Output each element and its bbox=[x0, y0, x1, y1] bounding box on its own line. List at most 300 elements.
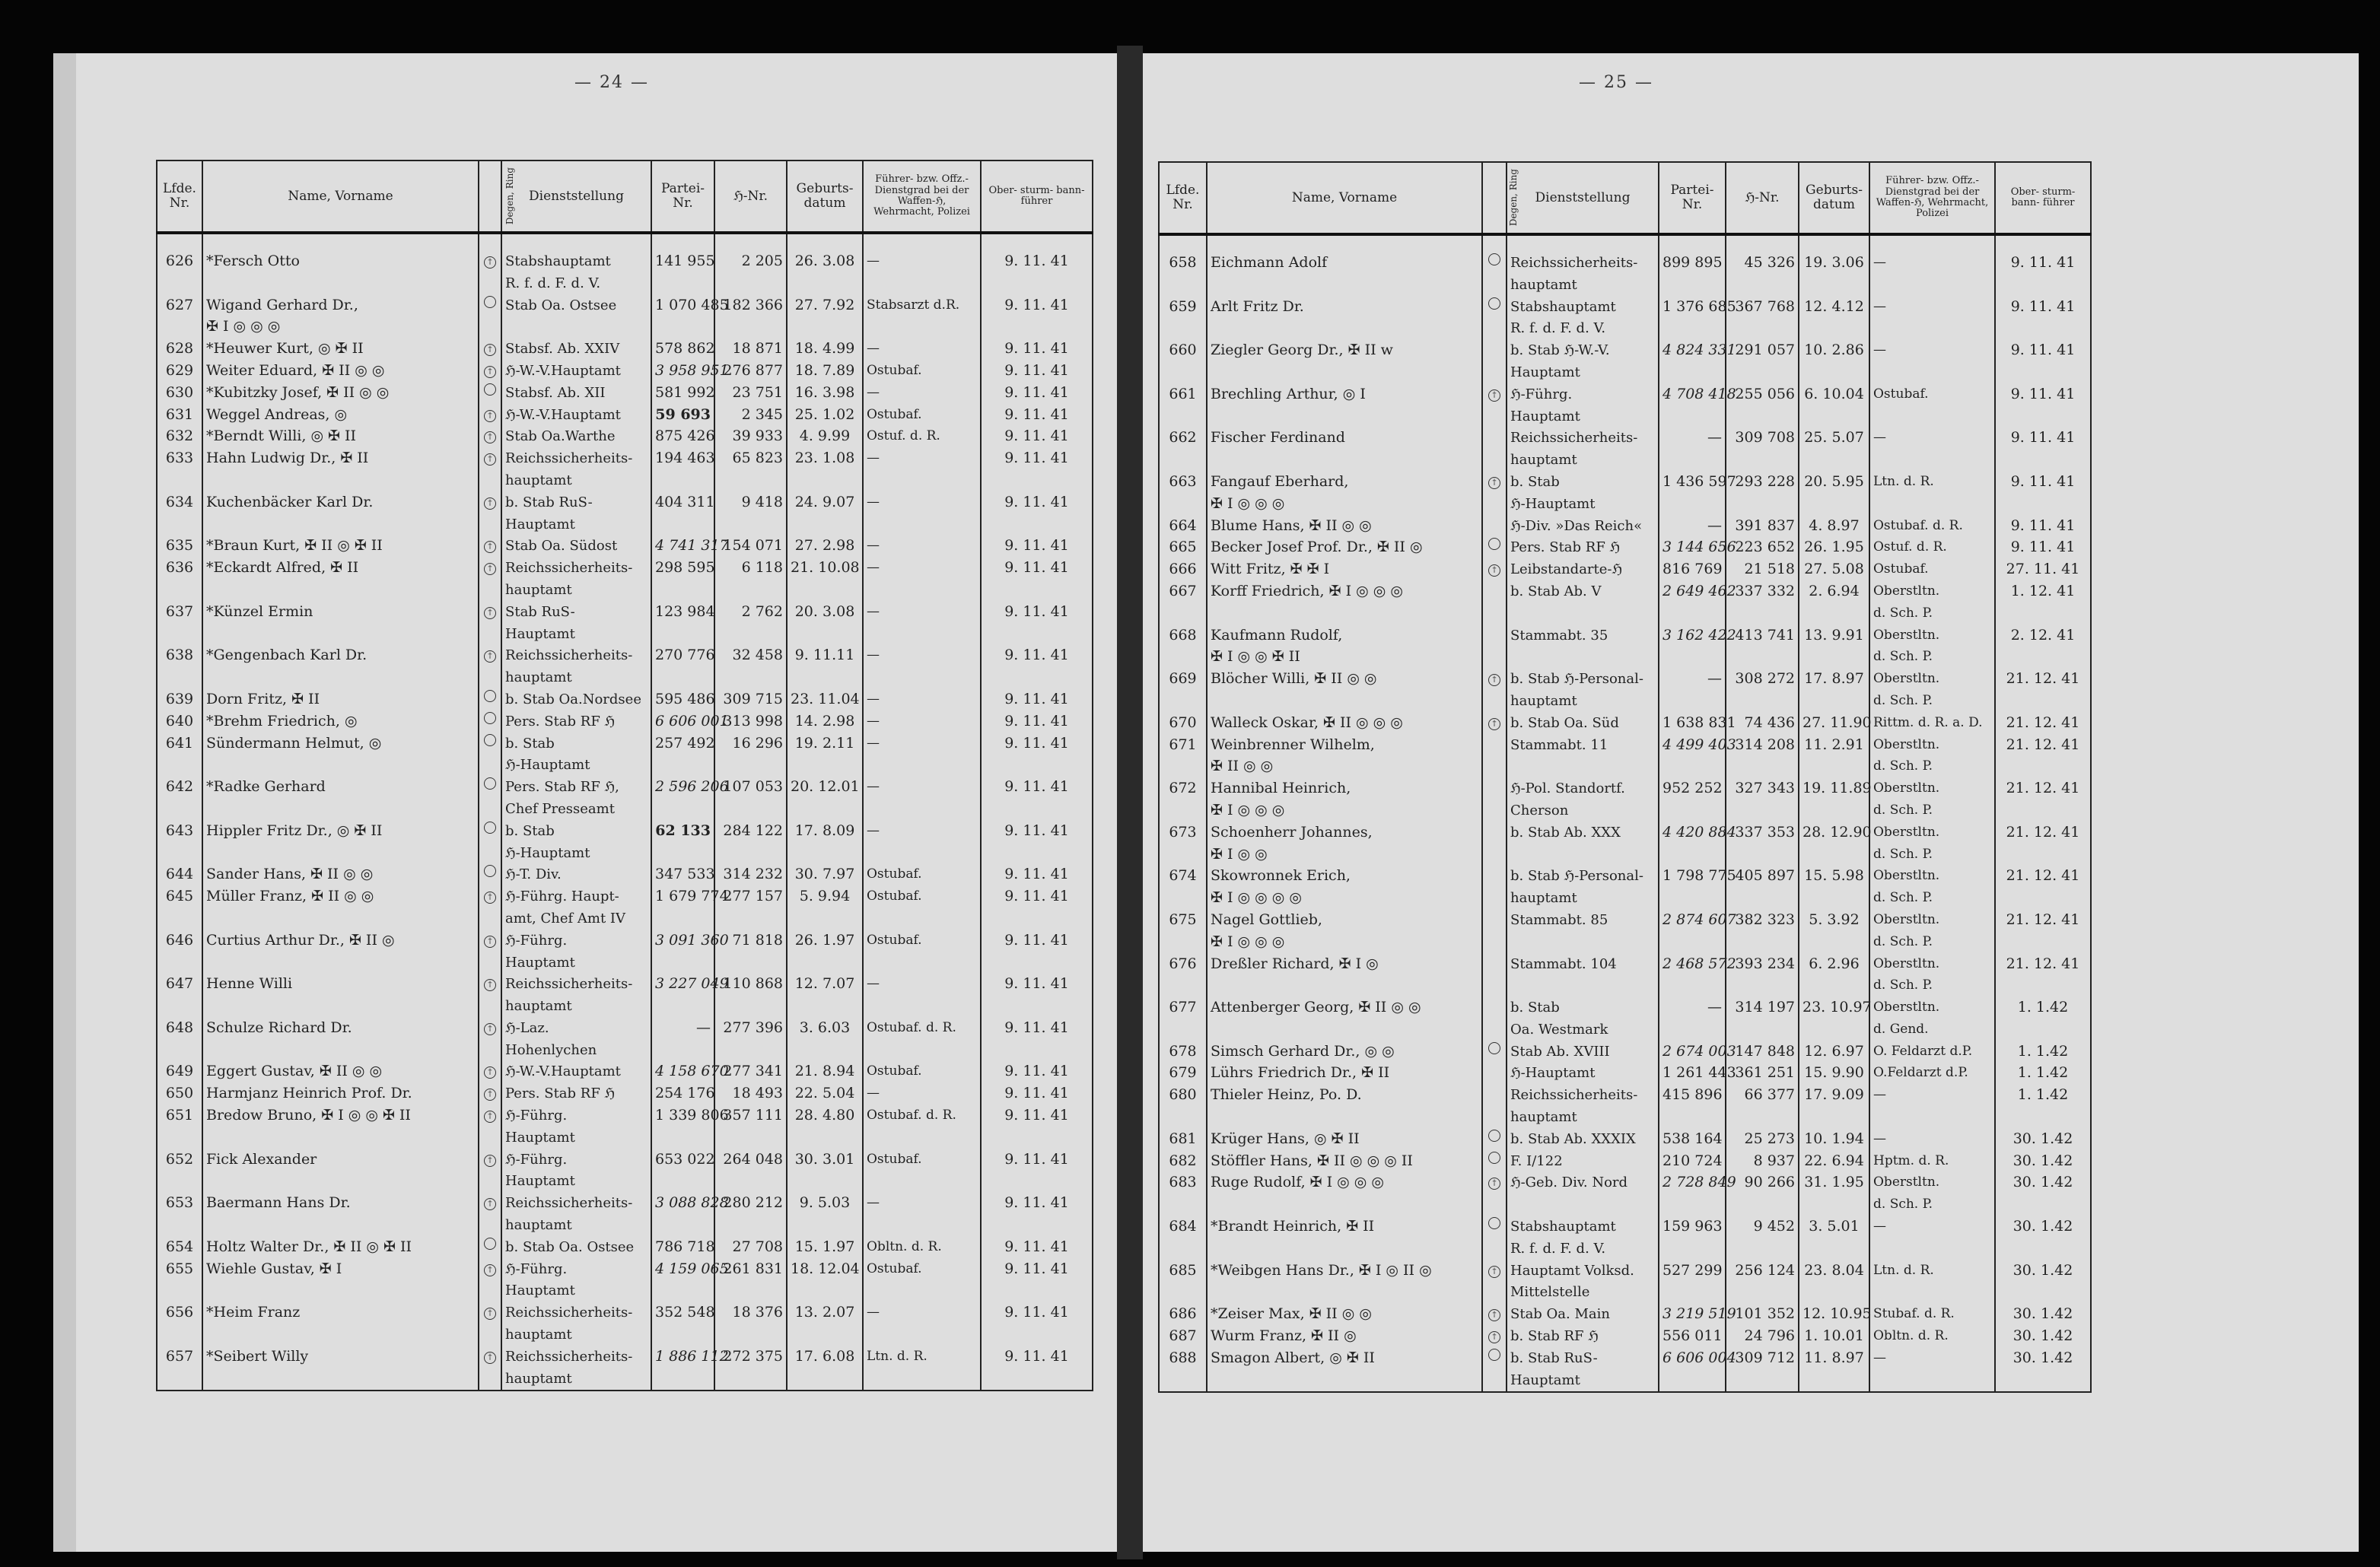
entry-ss-nr bbox=[714, 996, 787, 1018]
entry-obf-date bbox=[981, 580, 1093, 602]
entry-name bbox=[1207, 406, 1482, 428]
entry-dienstgrad: Oberstltn. bbox=[1869, 669, 1995, 691]
entry-name: Skowronnek Erich, bbox=[1207, 866, 1482, 888]
degen-icon: † bbox=[1488, 564, 1500, 577]
entry-obf-date bbox=[1995, 450, 2091, 472]
degen-ring-marker bbox=[1482, 1172, 1507, 1194]
table-row bbox=[1159, 406, 2091, 428]
entry-partei-nr bbox=[1659, 362, 1726, 384]
table-row bbox=[1159, 1370, 2091, 1393]
degen-icon: † bbox=[484, 344, 496, 356]
entry-ss-nr: 256 124 bbox=[1726, 1260, 1799, 1283]
entry-number bbox=[1159, 691, 1207, 713]
entry-dienstgrad: — bbox=[863, 1193, 981, 1215]
table-row bbox=[157, 864, 1093, 886]
entry-dienststellung: R. f. d. F. d. V. bbox=[501, 273, 651, 295]
entry-obf-date bbox=[981, 470, 1093, 492]
entry-geburtsdatum: 10. 2.86 bbox=[1799, 340, 1869, 362]
entry-dienstgrad bbox=[863, 1324, 981, 1346]
table-row bbox=[1159, 997, 2091, 1019]
entry-ss-nr bbox=[1726, 975, 1799, 997]
entry-ss-nr bbox=[714, 1127, 787, 1149]
register-table-left bbox=[156, 160, 1093, 1391]
entry-dienststellung: Hauptamt bbox=[501, 624, 651, 646]
entry-dienststellung: Stab Oa. Südost bbox=[501, 536, 651, 558]
degen-ring-marker bbox=[1482, 1348, 1507, 1370]
table-row bbox=[1159, 1304, 2091, 1326]
entry-dienststellung bbox=[1507, 975, 1659, 997]
degen-ring-marker bbox=[1482, 691, 1507, 713]
entry-dienststellung: hauptamt bbox=[1507, 450, 1659, 472]
entry-obf-date: 9. 11. 41 bbox=[981, 821, 1093, 843]
entry-geburtsdatum: 26. 1.95 bbox=[1799, 537, 1869, 559]
entry-number: 632 bbox=[157, 426, 202, 448]
entry-obf-date bbox=[1995, 494, 2091, 516]
degen-ring-marker bbox=[1482, 516, 1507, 538]
entry-obf-date: 9. 11. 41 bbox=[1995, 537, 2091, 559]
entry-dienststellung: ℌ-Laz. bbox=[501, 1018, 651, 1040]
entry-ss-nr bbox=[1726, 494, 1799, 516]
entry-obf-date: 9. 11. 41 bbox=[981, 448, 1093, 470]
header-lfde-nr: Lfde. Nr. bbox=[157, 161, 202, 233]
table-row bbox=[1159, 713, 2091, 735]
entry-ss-nr: 337 332 bbox=[1726, 581, 1799, 603]
header-geburtsdatum: Geburts- datum bbox=[1799, 162, 1869, 234]
entry-geburtsdatum: 23. 10.97 bbox=[1799, 997, 1869, 1019]
entry-dienstgrad: Rittm. d. R. a. D. bbox=[1869, 713, 1995, 735]
degen-ring-marker bbox=[479, 514, 501, 536]
entry-obf-date bbox=[1995, 932, 2091, 954]
entry-obf-date bbox=[1995, 318, 2091, 340]
entry-ss-nr: 313 998 bbox=[714, 711, 787, 733]
entry-dienststellung: R. f. d. F. d. V. bbox=[1507, 318, 1659, 340]
entry-number: 656 bbox=[157, 1302, 202, 1324]
degen-icon: † bbox=[1488, 1266, 1500, 1278]
entry-obf-date: 30. 1.42 bbox=[1995, 1304, 2091, 1326]
table-row bbox=[157, 1127, 1093, 1149]
entry-ss-nr: 90 266 bbox=[1726, 1172, 1799, 1194]
entry-dienststellung: b. Stab bbox=[1507, 997, 1659, 1019]
entry-partei-nr bbox=[651, 273, 714, 295]
degen-icon: † bbox=[484, 1023, 496, 1035]
degen-ring-marker bbox=[479, 1061, 501, 1083]
entry-geburtsdatum: 19. 3.06 bbox=[1799, 253, 1869, 275]
entry-ss-nr: 255 056 bbox=[1726, 384, 1799, 406]
entry-name: Nagel Gottlieb, bbox=[1207, 910, 1482, 932]
entry-name: Sander Hans, ✠ II ◎ ◎ bbox=[202, 864, 479, 886]
entry-partei-nr bbox=[1659, 494, 1726, 516]
entry-dienstgrad: Ostubaf. bbox=[1869, 559, 1995, 581]
entry-geburtsdatum: 26. 3.08 bbox=[787, 251, 863, 273]
entry-ss-nr: 367 768 bbox=[1726, 297, 1799, 319]
entry-dienstgrad: Ostubaf. bbox=[863, 361, 981, 383]
entry-partei-nr bbox=[1659, 800, 1726, 822]
entry-dienstgrad: — bbox=[863, 1083, 981, 1105]
entry-obf-date: 21. 12. 41 bbox=[1995, 735, 2091, 757]
entry-number: 661 bbox=[1159, 384, 1207, 406]
entry-geburtsdatum bbox=[787, 470, 863, 492]
entry-dienststellung: ℌ-Führg. bbox=[501, 930, 651, 952]
entry-dienstgrad: Hptm. d. R. bbox=[1869, 1151, 1995, 1173]
table-row bbox=[1159, 756, 2091, 778]
degen-ring-marker bbox=[479, 667, 501, 689]
entry-dienstgrad: Ostuf. d. R. bbox=[1869, 537, 1995, 559]
entry-dienststellung: hauptamt bbox=[501, 470, 651, 492]
entry-number bbox=[157, 667, 202, 689]
entry-geburtsdatum bbox=[787, 755, 863, 777]
degen-icon: † bbox=[484, 431, 496, 443]
entry-geburtsdatum bbox=[1799, 691, 1869, 713]
entry-geburtsdatum bbox=[1799, 1370, 1869, 1393]
entry-dienstgrad: — bbox=[863, 536, 981, 558]
table-row bbox=[1159, 1348, 2091, 1370]
entry-obf-date: 21. 12. 41 bbox=[1995, 778, 2091, 800]
entry-number bbox=[1159, 975, 1207, 997]
entry-dienstgrad bbox=[863, 996, 981, 1018]
entry-number: 670 bbox=[1159, 713, 1207, 735]
table-row bbox=[157, 1061, 1093, 1083]
entry-obf-date: 9. 11. 41 bbox=[981, 1105, 1093, 1127]
degen-ring-marker bbox=[479, 974, 501, 996]
entry-geburtsdatum bbox=[1799, 494, 1869, 516]
degen-icon: † bbox=[1488, 389, 1500, 402]
entry-name: Thieler Heinz, Po. D. bbox=[1207, 1085, 1482, 1107]
entry-dienstgrad bbox=[863, 667, 981, 689]
entry-dienststellung: ℌ-Pol. Standortf. bbox=[1507, 778, 1659, 800]
entry-number bbox=[1159, 275, 1207, 297]
degen-ring-marker bbox=[1482, 1282, 1507, 1304]
entry-ss-nr bbox=[1726, 932, 1799, 954]
entry-dienstgrad bbox=[863, 1368, 981, 1391]
table-row bbox=[1159, 472, 2091, 494]
entry-name: *Weibgen Hans Dr., ✠ I ◎ II ◎ bbox=[1207, 1260, 1482, 1283]
degen-icon: † bbox=[484, 1089, 496, 1101]
entry-dienstgrad: — bbox=[863, 339, 981, 361]
entry-ss-nr bbox=[714, 667, 787, 689]
entry-dienstgrad: Stubaf. d. R. bbox=[1869, 1304, 1995, 1326]
table-row bbox=[1159, 340, 2091, 362]
entry-dienststellung: Stammabt. 35 bbox=[1507, 625, 1659, 647]
table-row bbox=[157, 405, 1093, 427]
entry-dienstgrad bbox=[863, 470, 981, 492]
entry-name bbox=[202, 755, 479, 777]
table-row bbox=[1159, 1151, 2091, 1173]
degen-icon: † bbox=[484, 541, 496, 553]
entry-partei-nr bbox=[651, 1127, 714, 1149]
entry-name: *Kubitzky Josef, ✠ II ◎ ◎ bbox=[202, 383, 479, 405]
degen-ring-marker bbox=[479, 821, 501, 843]
entry-number: 630 bbox=[157, 383, 202, 405]
degen-ring-marker bbox=[479, 843, 501, 865]
entry-number: 631 bbox=[157, 405, 202, 427]
degen-ring-marker bbox=[479, 777, 501, 799]
entry-dienstgrad: Oberstltn. bbox=[1869, 822, 1995, 844]
entry-partei-nr bbox=[651, 1280, 714, 1302]
entry-name bbox=[1207, 1370, 1482, 1393]
entry-ss-nr bbox=[1726, 1194, 1799, 1216]
entry-dienstgrad bbox=[863, 580, 981, 602]
entry-dienststellung: Chef Presseamt bbox=[501, 799, 651, 821]
entry-number bbox=[1159, 1370, 1207, 1393]
table-row bbox=[157, 383, 1093, 405]
table-row bbox=[1159, 822, 2091, 844]
page-number-left: — 24 — bbox=[574, 73, 649, 92]
entry-ss-nr bbox=[1726, 1019, 1799, 1041]
entry-number bbox=[157, 1324, 202, 1346]
entry-obf-date: 30. 1.42 bbox=[1995, 1129, 2091, 1151]
degen-icon: † bbox=[1488, 718, 1500, 730]
entry-geburtsdatum: 22. 5.04 bbox=[787, 1083, 863, 1105]
entry-obf-date: 9. 11. 41 bbox=[981, 251, 1093, 273]
entry-geburtsdatum bbox=[787, 624, 863, 646]
header-row bbox=[157, 161, 1093, 233]
entry-number: 636 bbox=[157, 558, 202, 580]
entry-dienstgrad: Ostubaf. bbox=[863, 864, 981, 886]
entry-ss-nr: 74 436 bbox=[1726, 713, 1799, 735]
entry-dienststellung: Pers. Stab RF ℌ bbox=[501, 1083, 651, 1105]
entry-name: Wurm Franz, ✠ II ◎ bbox=[1207, 1326, 1482, 1348]
entry-dienstgrad bbox=[863, 755, 981, 777]
degen-ring-marker bbox=[479, 273, 501, 295]
entry-partei-nr: 4 159 065 bbox=[651, 1259, 714, 1281]
entry-dienstgrad bbox=[863, 1127, 981, 1149]
entry-name: Eichmann Adolf bbox=[1207, 253, 1482, 275]
entry-number: 676 bbox=[1159, 954, 1207, 976]
entry-obf-date: 9. 11. 41 bbox=[981, 536, 1093, 558]
degen-ring-marker bbox=[479, 316, 501, 339]
table-row bbox=[1159, 910, 2091, 932]
table-row bbox=[1159, 625, 2091, 647]
entry-dienststellung: Hauptamt bbox=[1507, 1370, 1659, 1393]
entry-partei-nr bbox=[1659, 844, 1726, 866]
degen-ring-marker bbox=[1482, 997, 1507, 1019]
entry-number: 667 bbox=[1159, 581, 1207, 603]
table-row bbox=[157, 1280, 1093, 1302]
entry-partei-nr: 1 886 112 bbox=[651, 1346, 714, 1368]
entry-ss-nr: 23 751 bbox=[714, 383, 787, 405]
degen-ring-marker bbox=[1482, 1085, 1507, 1107]
degen-ring-marker bbox=[479, 492, 501, 514]
entry-name: Brechling Arthur, ◎ I bbox=[1207, 384, 1482, 406]
entry-name: Becker Josef Prof. Dr., ✠ II ◎ bbox=[1207, 537, 1482, 559]
entry-dienststellung: Hauptamt bbox=[501, 1171, 651, 1193]
entry-ss-nr: 280 212 bbox=[714, 1193, 787, 1215]
entry-dienstgrad: Oberstltn. bbox=[1869, 581, 1995, 603]
header-partei-nr: Partei- Nr. bbox=[651, 161, 714, 233]
degen-ring-marker bbox=[479, 1346, 501, 1368]
entry-dienststellung: amt, Chef Amt IV bbox=[501, 908, 651, 930]
entry-obf-date: 1. 1.42 bbox=[1995, 1085, 2091, 1107]
degen-ring-marker bbox=[1482, 384, 1507, 406]
degen-ring-marker bbox=[479, 361, 501, 383]
entry-dienststellung: Stab RuS- bbox=[501, 602, 651, 624]
entry-name bbox=[202, 843, 479, 865]
entry-dienstgrad: d. Sch. P. bbox=[1869, 756, 1995, 778]
entry-geburtsdatum bbox=[787, 952, 863, 974]
entry-number: 638 bbox=[157, 645, 202, 667]
entry-obf-date: 30. 1.42 bbox=[1995, 1151, 2091, 1173]
entry-geburtsdatum bbox=[787, 273, 863, 295]
ring-icon bbox=[484, 1238, 496, 1250]
ring-icon bbox=[1488, 1130, 1500, 1142]
degen-ring-marker bbox=[479, 602, 501, 624]
entry-partei-nr: 404 311 bbox=[651, 492, 714, 514]
entry-geburtsdatum: 24. 9.07 bbox=[787, 492, 863, 514]
degen-ring-marker bbox=[479, 799, 501, 821]
entry-geburtsdatum: 31. 1.95 bbox=[1799, 1172, 1869, 1194]
entry-dienststellung: Reichssicherheits- bbox=[501, 974, 651, 996]
entry-partei-nr: 194 463 bbox=[651, 448, 714, 470]
degen-ring-marker bbox=[479, 1215, 501, 1237]
entry-ss-nr bbox=[1726, 756, 1799, 778]
entry-geburtsdatum: 23. 11.04 bbox=[787, 689, 863, 711]
table-row bbox=[157, 755, 1093, 777]
entry-dienststellung: b. Stab Oa.Nordsee bbox=[501, 689, 651, 711]
entry-partei-nr: 2 728 849 bbox=[1659, 1172, 1726, 1194]
entry-number: 684 bbox=[1159, 1216, 1207, 1238]
entry-dienstgrad: Oberstltn. bbox=[1869, 625, 1995, 647]
entry-partei-nr bbox=[1659, 318, 1726, 340]
entry-geburtsdatum: 23. 1.08 bbox=[787, 448, 863, 470]
entry-partei-nr: 2 596 206 bbox=[651, 777, 714, 799]
entry-ss-nr: 309 708 bbox=[1726, 428, 1799, 450]
entry-dienstgrad: Oberstltn. bbox=[1869, 735, 1995, 757]
entry-dienststellung bbox=[1507, 603, 1659, 625]
entry-number: 664 bbox=[1159, 516, 1207, 538]
degen-icon: † bbox=[484, 650, 496, 663]
entry-geburtsdatum bbox=[787, 996, 863, 1018]
degen-ring-marker bbox=[1482, 975, 1507, 997]
table-row bbox=[1159, 735, 2091, 757]
degen-ring-marker bbox=[479, 930, 501, 952]
entry-dienstgrad: Ostubaf. bbox=[863, 930, 981, 952]
entry-name: Witt Fritz, ✠ ✠ I bbox=[1207, 559, 1482, 581]
entry-obf-date: 9. 11. 41 bbox=[1995, 516, 2091, 538]
table-row bbox=[1159, 559, 2091, 581]
entry-partei-nr bbox=[651, 1324, 714, 1346]
entry-obf-date: 21. 12. 41 bbox=[1995, 910, 2091, 932]
entry-dienstgrad: d. Gend. bbox=[1869, 1019, 1995, 1041]
entry-ss-nr: 382 323 bbox=[1726, 910, 1799, 932]
degen-ring-marker bbox=[1482, 537, 1507, 559]
entry-dienststellung: Reichssicherheits- bbox=[1507, 253, 1659, 275]
degen-ring-marker bbox=[1482, 362, 1507, 384]
entry-dienststellung: Pers. Stab RF ℌ, bbox=[501, 777, 651, 799]
table-row bbox=[157, 624, 1093, 646]
entry-geburtsdatum: 19. 11.89 bbox=[1799, 778, 1869, 800]
entry-partei-nr: 6 606 001 bbox=[651, 711, 714, 733]
entry-dienststellung: Stammabt. 11 bbox=[1507, 735, 1659, 757]
entry-name bbox=[202, 514, 479, 536]
entry-ss-nr: 71 818 bbox=[714, 930, 787, 952]
entry-obf-date bbox=[981, 996, 1093, 1018]
entry-dienststellung: hauptamt bbox=[501, 1324, 651, 1346]
entry-ss-nr: 277 341 bbox=[714, 1061, 787, 1083]
entry-dienstgrad: Ostubaf. bbox=[863, 405, 981, 427]
entry-geburtsdatum: 4. 8.97 bbox=[1799, 516, 1869, 538]
entry-dienstgrad: Oberstltn. bbox=[1869, 910, 1995, 932]
entry-name: *Zeiser Max, ✠ II ◎ ◎ bbox=[1207, 1304, 1482, 1326]
entry-partei-nr: — bbox=[1659, 997, 1726, 1019]
entry-geburtsdatum: 20. 12.01 bbox=[787, 777, 863, 799]
entry-name: *Eckardt Alfred, ✠ II bbox=[202, 558, 479, 580]
entry-dienststellung: Stab Oa. Ostsee bbox=[501, 295, 651, 317]
degen-ring-marker bbox=[1482, 1370, 1507, 1393]
entry-dienststellung: R. f. d. F. d. V. bbox=[1507, 1238, 1659, 1260]
entry-geburtsdatum: 19. 2.11 bbox=[787, 733, 863, 755]
entry-ss-nr bbox=[714, 1171, 787, 1193]
table-row bbox=[1159, 318, 2091, 340]
entry-dienstgrad: Stabsarzt d.R. bbox=[863, 295, 981, 317]
entry-obf-date bbox=[981, 908, 1093, 930]
entry-name bbox=[202, 667, 479, 689]
table-row bbox=[157, 448, 1093, 470]
entry-dienstgrad: d. Sch. P. bbox=[1869, 647, 1995, 669]
table-row bbox=[1159, 1260, 2091, 1283]
entry-number bbox=[157, 843, 202, 865]
degen-ring-marker bbox=[479, 1368, 501, 1391]
entry-partei-nr bbox=[1659, 1107, 1726, 1129]
entry-ss-nr bbox=[714, 1280, 787, 1302]
entry-dienstgrad bbox=[863, 1280, 981, 1302]
entry-partei-nr: 816 769 bbox=[1659, 559, 1726, 581]
entry-dienstgrad bbox=[863, 316, 981, 339]
entry-name bbox=[202, 1127, 479, 1149]
table-row bbox=[157, 1215, 1093, 1237]
degen-ring-marker bbox=[1482, 1326, 1507, 1348]
entry-number: 673 bbox=[1159, 822, 1207, 844]
ring-icon bbox=[484, 296, 496, 308]
ring-icon bbox=[1488, 1349, 1500, 1361]
entry-dienstgrad: Ostubaf. bbox=[863, 886, 981, 908]
degen-ring-marker bbox=[479, 864, 501, 886]
entry-name bbox=[202, 1368, 479, 1391]
entry-geburtsdatum bbox=[1799, 932, 1869, 954]
spacer-row bbox=[1159, 234, 2091, 253]
entry-name: *Brehm Friedrich, ◎ bbox=[202, 711, 479, 733]
degen-ring-marker bbox=[1482, 275, 1507, 297]
table-row bbox=[157, 580, 1093, 602]
entry-ss-nr bbox=[714, 624, 787, 646]
entry-geburtsdatum: 12. 10.95 bbox=[1799, 1304, 1869, 1326]
entry-number bbox=[157, 952, 202, 974]
entry-ss-nr bbox=[1726, 1238, 1799, 1260]
entry-name: Müller Franz, ✠ II ◎ ◎ bbox=[202, 886, 479, 908]
entry-obf-date: 9. 11. 41 bbox=[981, 339, 1093, 361]
entry-dienstgrad: — bbox=[1869, 1216, 1995, 1238]
entry-name: Simsch Gerhard Dr., ◎ ◎ bbox=[1207, 1041, 1482, 1063]
entry-number bbox=[157, 316, 202, 339]
entry-name: Hahn Ludwig Dr., ✠ II bbox=[202, 448, 479, 470]
entry-partei-nr bbox=[651, 755, 714, 777]
entry-geburtsdatum bbox=[1799, 1019, 1869, 1041]
entry-obf-date: 9. 11. 41 bbox=[981, 733, 1093, 755]
entry-dienstgrad bbox=[1869, 362, 1995, 384]
degen-ring-marker bbox=[479, 383, 501, 405]
entry-partei-nr: 210 724 bbox=[1659, 1151, 1726, 1173]
entry-partei-nr: 899 895 bbox=[1659, 253, 1726, 275]
degen-icon: † bbox=[484, 256, 496, 269]
table-row bbox=[157, 339, 1093, 361]
entry-dienststellung: b. Stab bbox=[1507, 472, 1659, 494]
degen-ring-marker bbox=[479, 1324, 501, 1346]
entry-dienstgrad: — bbox=[863, 448, 981, 470]
entry-dienstgrad: O. Feldarzt d.P. bbox=[1869, 1041, 1995, 1063]
entry-name bbox=[202, 996, 479, 1018]
entry-partei-nr: 1 638 831 bbox=[1659, 713, 1726, 735]
entry-number bbox=[157, 1368, 202, 1391]
degen-ring-marker bbox=[1482, 910, 1507, 932]
